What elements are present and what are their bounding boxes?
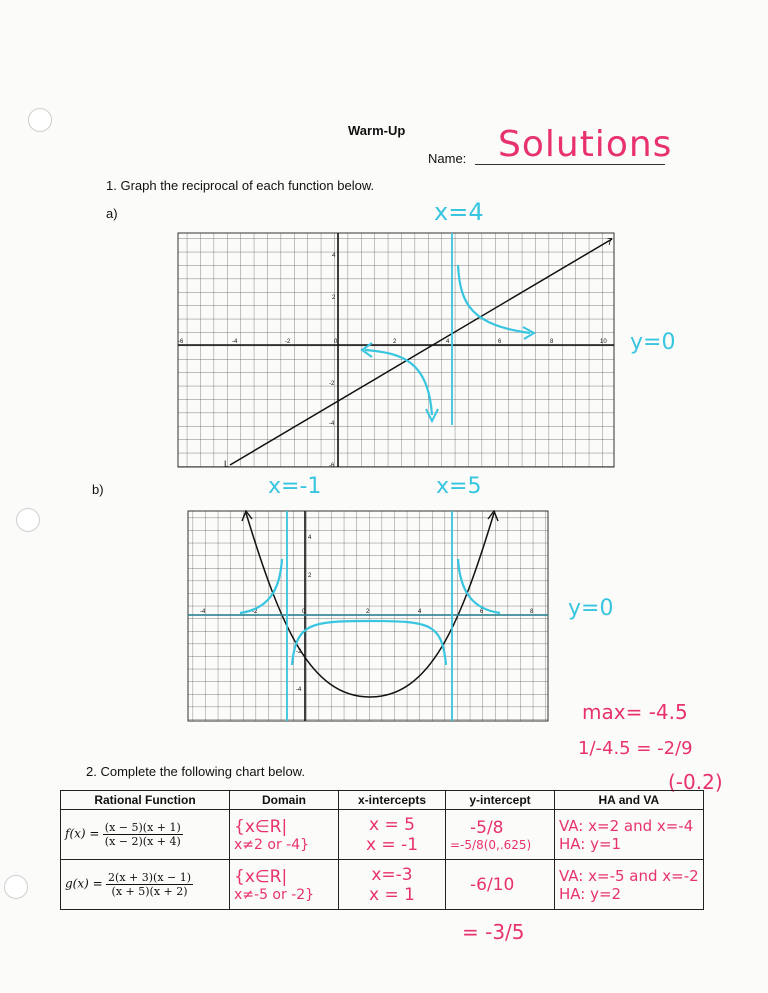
x-tick-label: 6 <box>480 609 484 615</box>
y-intercept-simplified-note: = -3/5 <box>462 920 525 944</box>
x-tick-label: 4 <box>418 609 422 615</box>
part-b-label: b) <box>92 482 104 497</box>
x-intercept-2: x = -1 <box>365 834 419 855</box>
x-tick-label: 8 <box>530 609 534 615</box>
x-intercept-1: x = 5 <box>369 814 415 835</box>
x-tick-label: 2 <box>366 609 370 615</box>
max-note: max= -4.5 <box>582 700 688 724</box>
y-tick-label: -2 <box>296 649 302 655</box>
graph-a <box>160 225 630 475</box>
graph-a-grid <box>178 233 614 467</box>
header-y-intercept: y-intercept <box>446 791 555 810</box>
numerator: (x − 5)(x + 1) <box>104 821 181 834</box>
x-tick-label: -6 <box>178 339 184 345</box>
binder-hole-top <box>28 108 52 132</box>
x-tick-label: -4 <box>200 609 206 615</box>
denominator: (x − 2)(x + 4) <box>104 835 181 848</box>
graph-b-va-note-left: x=-1 <box>268 474 322 499</box>
x-tick-label: -4 <box>232 339 238 345</box>
denominator: (x + 5)(x + 2) <box>111 885 188 898</box>
x-tick-label: 2 <box>393 339 397 345</box>
table-header-row <box>61 791 704 810</box>
asymptotes-cell <box>555 810 704 860</box>
graph-a-line-start-label: L <box>224 459 230 469</box>
y-intercept-point: =-5/8(0,.625) <box>450 837 532 852</box>
graph-b-va-note-right: x=5 <box>436 474 482 499</box>
domain-line-1: {x∈R| <box>234 866 288 887</box>
y-tick-label: 4 <box>308 535 312 541</box>
graph-a-ha-note: y=0 <box>630 330 676 355</box>
header-rational-function: Rational Function <box>61 791 230 810</box>
vertical-asymptotes: VA: x=2 and x=-4 <box>559 816 694 835</box>
y-tick-label: -4 <box>329 421 335 427</box>
asymptotes-cell <box>555 860 704 910</box>
function-label: f(x) = <box>65 826 100 841</box>
vertical-asymptotes: VA: x=-5 and x=-2 <box>559 866 699 885</box>
y-tick-label: 2 <box>332 295 336 301</box>
vertex-point-note: (-0.2) <box>668 770 723 794</box>
x-intercept-1: x=-3 <box>371 864 413 885</box>
x-tick-label: 4 <box>446 339 450 345</box>
y-intercept-cell <box>446 860 555 910</box>
graph-b-grid <box>188 511 548 721</box>
x-tick-label: 0 <box>334 339 338 345</box>
x-tick-label: -2 <box>252 609 258 615</box>
domain-line-2: x≠2 or -4} <box>234 836 310 853</box>
domain-line-2: x≠-5 or -2} <box>234 886 315 903</box>
y-tick-label: -6 <box>329 463 335 469</box>
x-tick-label: 8 <box>550 339 554 345</box>
domain-cell <box>230 860 339 910</box>
function-cell <box>61 860 230 910</box>
header-ha-va: HA and VA <box>555 791 704 810</box>
y-tick-label: 2 <box>308 573 312 579</box>
graph-a-line-end-label: 7 <box>607 237 613 248</box>
function-cell <box>61 810 230 860</box>
graph-b <box>180 505 560 725</box>
y-tick-label: -4 <box>296 687 302 693</box>
table-row <box>61 860 704 910</box>
header-domain: Domain <box>230 791 339 810</box>
y-intercept-value: -5/8 <box>470 817 504 838</box>
name-label: Name: <box>428 151 467 166</box>
y-intercept-cell <box>446 810 555 860</box>
header-x-intercepts: x-intercepts <box>339 791 446 810</box>
binder-hole-bottom <box>4 875 28 899</box>
graph-b-ha-note: y=0 <box>568 596 614 621</box>
graph-a-va-note: x=4 <box>434 198 484 226</box>
domain-line-1: {x∈R| <box>234 816 288 837</box>
horizontal-asymptote: HA: y=1 <box>559 834 622 853</box>
binder-hole-middle <box>16 508 40 532</box>
x-tick-label: 6 <box>498 339 502 345</box>
reciprocal-of-max-note: 1/-4.5 = -2/9 <box>578 738 693 759</box>
numerator: 2(x + 3)(x − 1) <box>108 871 192 884</box>
x-intercepts-cell <box>339 810 446 860</box>
rational-function-chart <box>60 790 704 910</box>
x-tick-label: -2 <box>285 339 291 345</box>
function-fraction <box>103 821 183 848</box>
function-fraction <box>106 871 193 898</box>
part-a-label: a) <box>106 206 118 221</box>
function-label: g(x) = <box>65 876 103 891</box>
x-tick-label: 10 <box>600 339 607 345</box>
question-1-prompt: 1. Graph the reciprocal of each function below. <box>106 178 375 193</box>
y-tick-label: -2 <box>329 381 335 387</box>
question-2-prompt: 2. Complete the following chart below. <box>86 764 305 779</box>
domain-cell <box>230 810 339 860</box>
name-value: Solutions <box>498 124 673 165</box>
x-tick-label: 0 <box>302 609 306 615</box>
y-intercept-value: -6/10 <box>470 874 515 895</box>
horizontal-asymptote: HA: y=2 <box>559 884 622 903</box>
x-intercepts-cell <box>339 860 446 910</box>
table-row <box>61 810 704 860</box>
y-tick-label: 4 <box>332 253 336 259</box>
page-title: Warm-Up <box>348 123 406 138</box>
x-intercept-2: x = 1 <box>369 884 415 905</box>
